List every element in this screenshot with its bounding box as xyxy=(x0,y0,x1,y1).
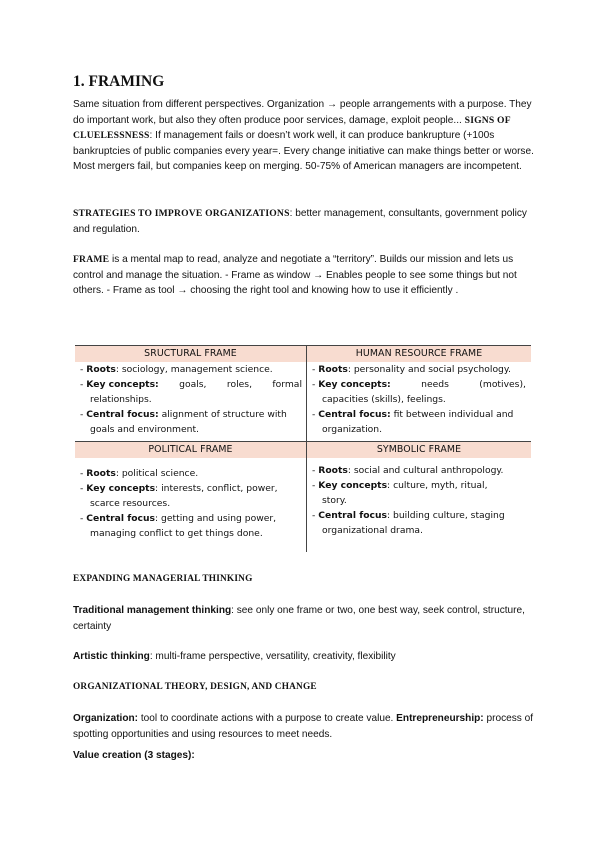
frame-definition xyxy=(73,252,535,299)
human-resource-frame-cell: - Roots: personality and social psychology. - Key concepts: needs (motives), capacities (skills), feelings. - Central focus: fit between individual and organization. xyxy=(312,363,526,438)
roots-text: : political science. xyxy=(115,468,199,479)
key-concepts-label: Key concepts xyxy=(86,482,156,494)
structural-frame-cell: - Roots: sociology, management science. - Key concepts: goals, roles, formal relationships. - Central focus: alignment of structure with goals and environment. xyxy=(80,363,302,438)
roots-text: : social and cultural anthropology. xyxy=(347,465,504,476)
roots-label: Roots xyxy=(86,468,116,479)
traditional-text: : see only one frame or two, one best way, seek control, structure, certainty xyxy=(73,605,525,632)
key-concepts-word: needs xyxy=(421,378,449,390)
expanding-heading: EXPANDING MANAGERIAL THINKING xyxy=(73,574,253,584)
key-concepts-label: Key concepts: xyxy=(318,378,391,390)
entrepreneurship-label: Entrepreneurship: xyxy=(396,713,484,724)
key-concepts-text: capacities (skills), feelings. xyxy=(322,393,446,405)
clueless-text: : If management fails or doesn’t work well, it can produce bankrupture (+100s bankruptcies of public companies every year=. Every change initiative can make things better or worse. Most mergers fail, but companies keep on merging. 50-75% of American managers are incompetent. xyxy=(73,130,534,172)
organization-label: Organization: xyxy=(73,713,139,724)
traditional-label: Traditional management thinking xyxy=(73,605,232,616)
political-frame-cell: - Roots: political science. - Key concepts: interests, conflict, power, scarce resources. - Central focus: getting and using power, managing conflict to get things done. xyxy=(80,467,302,542)
organization-text: tool to coordinate actions with a purpose to create value. xyxy=(138,713,397,724)
key-concepts-word: roles, xyxy=(226,378,252,390)
traditional-thinking xyxy=(73,603,535,634)
central-focus-text: : getting and using power, xyxy=(155,512,277,524)
section-title: 1. FRAMING xyxy=(73,73,165,90)
central-focus-text: organizational drama. xyxy=(322,524,423,536)
central-focus-label: Central focus xyxy=(318,509,387,521)
roots-text: : personality and social psychology. xyxy=(347,364,511,375)
key-concepts-text: scarce resources. xyxy=(90,497,171,509)
central-focus-label: Central focus: xyxy=(318,408,391,420)
organization-definition xyxy=(73,711,535,742)
key-concepts-text: : interests, conflict, power, xyxy=(155,482,278,494)
strategies-paragraph xyxy=(73,206,535,237)
central-focus-label: Central focus xyxy=(86,512,155,524)
human-resource-frame-header: HUMAN RESOURCE FRAME xyxy=(307,346,531,362)
artistic-text: : multi-frame perspective, versatility, creativity, flexibility xyxy=(149,651,396,662)
political-frame-header: POLITICAL FRAME xyxy=(75,442,306,458)
key-concepts-text: story. xyxy=(322,494,347,506)
value-creation-heading: Value creation (3 stages): xyxy=(73,750,195,761)
frame-label: FRAME xyxy=(73,254,110,265)
central-focus-text: alignment of structure with xyxy=(158,408,287,420)
roots-text: : sociology, management science. xyxy=(115,364,273,375)
symbolic-frame-header: SYMBOLIC FRAME xyxy=(307,442,531,458)
clueless-label: SIGNS OF CLUELESSNESS xyxy=(73,114,511,141)
artistic-thinking xyxy=(73,649,535,665)
structural-frame-header: SRUCTURAL FRAME xyxy=(75,346,306,362)
strategies-text: : better management, consultants, government policy and regulation. xyxy=(73,208,527,235)
roots-label: Roots xyxy=(86,364,116,375)
key-concepts-text: : culture, myth, ritual, xyxy=(387,479,488,491)
key-concepts-word: formal xyxy=(272,378,302,390)
key-concepts-label: Key concepts xyxy=(318,479,388,491)
central-focus-text: fit between individual and xyxy=(390,408,514,420)
strategies-label: STRATEGIES TO IMPROVE ORGANIZATIONS xyxy=(73,208,290,219)
entrepreneurship-text: process of spotting opportunities and using resources to meet needs. xyxy=(73,713,534,740)
key-concepts-word: goals, xyxy=(179,378,207,390)
artistic-label: Artistic thinking xyxy=(73,651,150,662)
central-focus-text: organization. xyxy=(322,423,383,435)
central-focus-text: managing conflict to get things done. xyxy=(90,527,263,539)
key-concepts-word: (motives), xyxy=(479,378,526,390)
frame-text: is a mental map to read, analyze and negotiate a “territory”. Builds our mission and lets us control and manage the situation. - Frame as window → Enables people to see some things but not others. - Frame as tool → choosing the right tool and knowing how to use it efficiently . xyxy=(73,254,517,296)
frames-table xyxy=(75,345,531,552)
roots-label: Roots xyxy=(318,364,348,375)
intro-paragraph xyxy=(73,97,535,175)
central-focus-text: goals and environment. xyxy=(90,423,199,435)
intro-text: Same situation from different perspectives. Organization → people arrangements with a purpose. They do important work, but also they often produce poor services, damage, exploit people... xyxy=(73,99,532,126)
org-theory-heading: ORGANIZATIONAL THEORY, DESIGN, AND CHANGE xyxy=(73,682,317,692)
key-concepts-label: Key concepts: xyxy=(86,378,159,390)
symbolic-frame-cell: - Roots: social and cultural anthropology. - Key concepts: culture, myth, ritual, story. - Central focus: building culture, staging organizational drama. xyxy=(312,464,526,539)
central-focus-label: Central focus: xyxy=(86,408,159,420)
central-focus-text: : building culture, staging xyxy=(387,509,505,521)
key-concepts-text: relationships. xyxy=(90,393,152,405)
roots-label: Roots xyxy=(318,465,348,476)
